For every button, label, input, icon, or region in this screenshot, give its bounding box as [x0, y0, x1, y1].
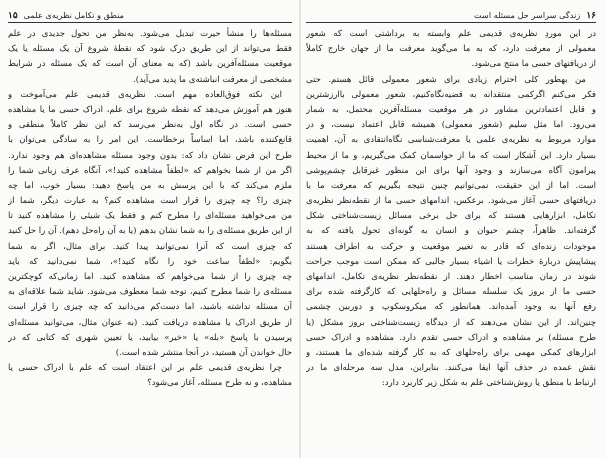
right-page-number: ۱۶ — [586, 11, 596, 21]
text-line: از دریافتهای حسی ما منتج می‌شود. — [471, 59, 596, 70]
text-line: از این طریق مسئله‌ی را به شما نشان بدهم (یا به آن راه‌حل دهم). آن را حل کنید — [8, 226, 292, 237]
text-line: حال خواندن آن هستید، در آنجا منتشر شده است.) — [115, 347, 292, 358]
book-gutter — [299, 0, 301, 458]
left-page-number: ۱۵ — [8, 11, 18, 21]
text-line: موجودات زنده‌ای که قادر به تغییر موقعیت و حرکت به اطراف هستند — [306, 241, 596, 252]
text-line: پیشاپیش دربارهٔ خطرات یا اشیاء بسیار جالبی که ممکن است موجب جراحت — [306, 256, 596, 267]
text-line: من می‌خواهید مسئله‌ای را مطرح کنم و فقط یک شیئی را مشاهده کنید تا — [8, 211, 292, 222]
text-line: دریافتهای حسی آغاز می‌شود. برعکس، اندامهای حسی ما از نقطه‌نظر نظریه‌ی — [306, 196, 596, 207]
left-page-header — [8, 10, 292, 23]
text-line: آن مسئله نداشته باشید، اما دست‌کم می‌دانید که چه چیزی را قرار است — [8, 302, 292, 313]
text-line: معمولی از معرفت دارد، که به ما می‌گوید معرفت ما از جهان خارج کاملاً — [306, 44, 596, 55]
text-line: است. اما از این حقیقت، نمی‌توانیم چنین نتیجه بگیریم که معرفت ما با — [306, 180, 596, 191]
text-line: فکر می‌کنم اگرکمی منتقدانه به قضیه‌نگاه‌کنیم، شعور معمولی باارزشترین — [306, 89, 596, 100]
text-line: فقط می‌تواند از این طریق درک شود که نقطهٔ شروع آن یک مسئله یا یک — [8, 44, 292, 55]
text-line: در این موردِ نظریه‌ی قدیمی علم وابسته به برداشتی است که شعور — [306, 29, 596, 39]
text-line: مسئله‌ی را شما مطرح کنیم، توجه شما معطوف می‌شود. شاید شما علاقه‌ای به — [8, 287, 292, 298]
text-line: چیزی را؟ چه چیزی را قرار است مشاهده کنم؟ به عبارت دیگر، شما از — [8, 196, 292, 207]
text-line: موارد مربوط به نظریه‌ی علمی یا معرفت‌شناسی نگاه‌انتقادی به آن، اهمیت — [306, 135, 596, 146]
text-line: این نکته فوق‌العاده مهم است. نظریه‌ی قدیمی علم می‌آموخت و — [8, 89, 282, 100]
text-line: قانع‌کننده باشد، اما اساساً برخطاست. این امر را به سادگی می‌توان با — [8, 135, 292, 146]
text-line: موقعیت مسئله‌آفرین باشد (که به معنای آن است که یک مسئله در شرایط — [8, 59, 292, 70]
text-line: هنوز هم آموزش می‌دهد که نقطه شروع برای علم، ادراک حسی ما یا مشاهده — [8, 104, 292, 115]
text-line: طرح این فرض نشان داد که: بدون وجود مسئله مشاهده‌ای هم وجود ندارد. — [8, 150, 292, 161]
text-line: گرفته‌اند. ظاهراً، چشم حیوان و انسان به گونه‌ای تحول یافته که به — [306, 226, 596, 237]
text-line: چنین‌اند. از این نشان می‌دهند که از دیدگاه زیست‌شناختی بروز مشکل (یا — [306, 317, 596, 328]
text-line: رفع آنها به وجود آمده‌اند. همانطور که میکروسکوپ و دوربین چشمی — [306, 302, 596, 313]
right-page — [304, 0, 600, 458]
right-page-header — [306, 10, 596, 23]
text-line: چرا نظریه‌ی قدیمی علم بر این اعتقاد است که علم با ادراک حسی یا — [8, 363, 282, 374]
text-line: ارتباط با منطق یا روش‌شناختی علم به شکل زیر کاربرد دارد: — [381, 378, 596, 389]
text-line: مسئله‌ها را منشأ حیرت تبدیل می‌شود. به‌نظر من تحول جدیدی در علم — [8, 29, 292, 39]
right-running-title: زندگی سراسر حل مسئله است — [473, 10, 581, 20]
right-page-body — [306, 27, 596, 392]
text-line: مشاهده، و نه طرح مسئله، آغاز می‌شود؟ — [147, 378, 292, 389]
left-running-title: منطق و تکامل نظریه‌ی علمی — [23, 10, 125, 20]
text-line: بگویم: «لطفاً ساعت خود را نگاه کنید!»، شما نمی‌دانید که باید — [8, 256, 292, 267]
text-line: می‌رود. اما مثل سلیم (شعور معمولی) همیشه قابل اعتماد نیست، و در — [306, 120, 596, 131]
text-line: مشخصی از معرفت انباشته‌ی ما پدید می‌آید). — [133, 74, 292, 85]
text-line: پیرامون آگاه می‌سازند و وجود آنها برای این منظور غیرقابل چشم‌پوشی — [306, 165, 596, 176]
text-line: ابزارهای کمکی مهمی برای راه‌حلهای که به کار گرفته شده‌ای ما هستند، و — [306, 347, 596, 358]
text-line: چه چیزی را از شما می‌خواهم که مشاهده کنید. اما زمانی‌که کوچکترین — [8, 272, 292, 282]
text-line: بسیار دارد. این آشکار است که ما از حواسمان کمک می‌گیریم، و ما از محیط — [306, 150, 596, 161]
text-line: از طریق ادراک یا مشاهده دریافت کنید. (به عنوان مثال، می‌توانید مسئله‌ای — [8, 317, 292, 328]
left-page-body — [8, 27, 292, 392]
text-line: اگر من از شما بخواهم که «لطفاً مشاهده کنید!»، آنگاه عرف زبانی شما را — [8, 165, 292, 176]
text-line: که چیزی است که آنرا نمی‌توانید پیدا کنید. برای مثال، اگر به شما — [8, 241, 292, 252]
text-line: و قابل اعتمادترین مشاور در هر موقعیت مسئله‌آفرین محتمل، به شمار — [306, 104, 596, 115]
text-line: تکامل، ابزارهایی هستند که برای حل برخی مسائل زیست‌شناختی شکل — [306, 211, 596, 222]
left-page — [6, 0, 296, 458]
text-line: حسی ما از بروز یک سلسله مسائل و راه‌حلهایی که کارگرفته شده برای — [306, 287, 596, 298]
text-line: من بهطور کلی احترام زیادی برای شعور معمولی قائل هستم. حتی — [306, 74, 586, 85]
text-line: شوند در زمان مناسب اخطار دهند. از نقطه‌نظر نظریه‌ی تکامل، اندامهای — [306, 272, 596, 282]
text-line: پرسیدن با پاسخ «بله» یا «خیر» بیابید، یا تعیین شهری که کتابی که در — [8, 332, 292, 343]
text-line: ملزم می‌کند که با این پرسش به من پاسخ دهید: بسیار خوب، اما چه — [8, 180, 292, 191]
text-line: حسی است. در نگاه اول به‌نظر می‌رسد که این نظر کاملاً منطقی و — [8, 120, 292, 131]
text-line: طرح مسئله) بر مشاهده و ادراک حسی تقدم دارد. مشاهده و ادراک حسی — [306, 332, 596, 343]
text-line: نقش عمده در حذف آنها ایفا می‌کنند. بنابراین، مدل سه مرحله‌ای ما در — [306, 363, 596, 374]
